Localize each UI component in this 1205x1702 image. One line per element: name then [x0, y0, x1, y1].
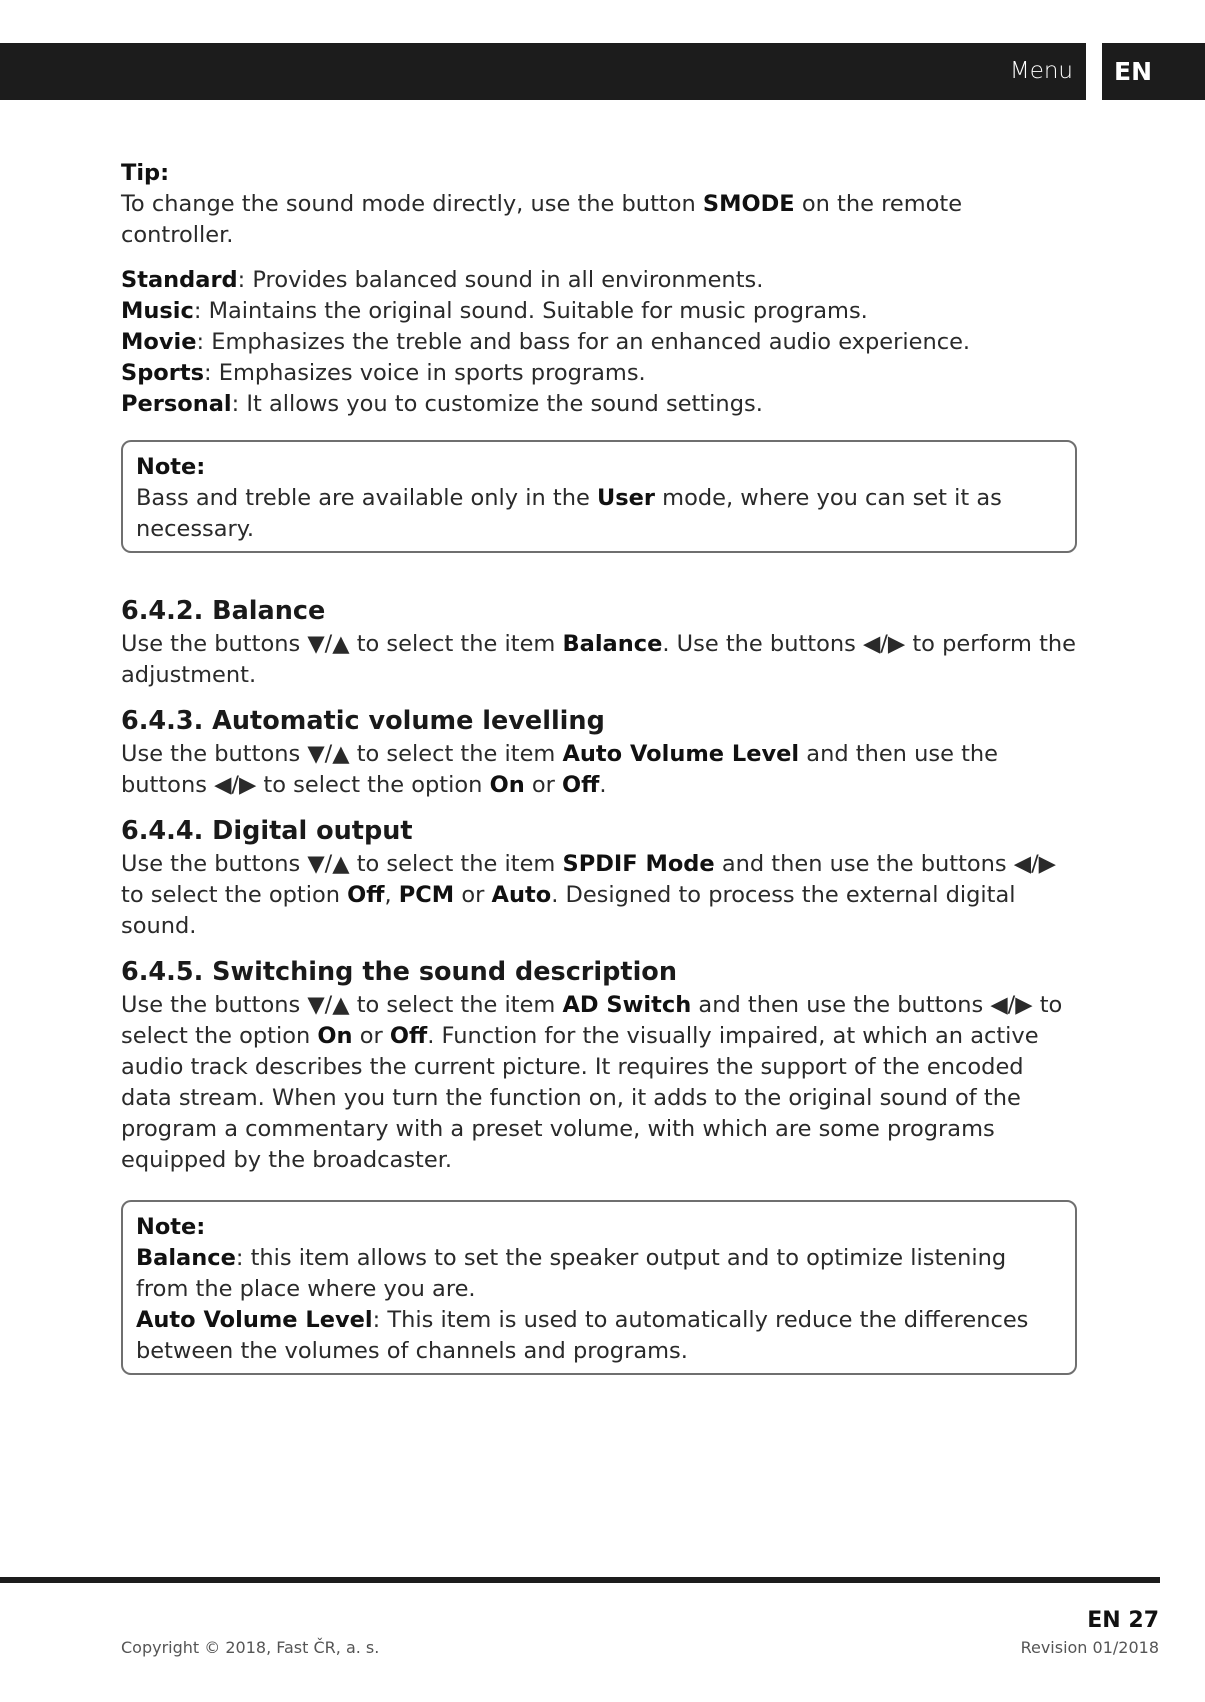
note-text-pre: Bass and treble are available only in the	[136, 485, 597, 511]
text-run: and then use the buttons ◀/▶ to select the option	[121, 851, 1056, 908]
note-box-user-mode	[121, 440, 1077, 553]
text-run: . Use the buttons ◀/▶ to perform the adjustment.	[121, 631, 1076, 688]
tip-text-pre: To change the sound mode directly, use the button	[121, 191, 703, 217]
section-title-auto-volume: 6.4.3. Automatic volume levelling	[121, 706, 605, 736]
header-menu-label: Menu	[1009, 58, 1073, 84]
text-run: ,	[384, 882, 399, 908]
menu-item-name: Auto Volume Level	[562, 741, 800, 767]
mode-term: Movie	[121, 329, 197, 355]
text-run: and then use the buttons ◀/▶ to select the option	[121, 992, 1063, 1049]
text-run: or	[352, 1023, 390, 1049]
copyright-text: Copyright © 2018, Fast ČR, a. s.	[121, 1638, 380, 1657]
mode-sports	[121, 358, 1077, 389]
section-text-digital-output	[121, 849, 1077, 942]
text-run: .	[599, 772, 607, 798]
text-run: . Designed to process the external digital sound.	[121, 882, 1016, 939]
text-run: Use the buttons ▼/▲ to select the item	[121, 851, 563, 877]
note-title: Note:	[136, 454, 206, 480]
note-box-balance-volume	[121, 1200, 1077, 1375]
mode-term: Sports	[121, 360, 205, 386]
mode-term: Personal	[121, 391, 232, 417]
tip-title: Tip:	[121, 160, 170, 186]
mode-term: Music	[121, 298, 194, 324]
mode-desc: : Emphasizes the treble and bass for an enhanced audio experience.	[196, 329, 971, 355]
mode-desc: : Provides balanced sound in all environments.	[237, 267, 764, 293]
note-desc: : This item is used to automatically reduce the differences between the volumes of channels and programs.	[136, 1307, 1029, 1364]
note-title: Note:	[136, 1214, 206, 1240]
text-run: or	[454, 882, 492, 908]
tip-button-name: SMODE	[702, 191, 795, 217]
section-sound-description	[121, 954, 1077, 1176]
mode-term: Standard	[121, 267, 238, 293]
text-run: and then use the buttons ◀/▶ to select the option	[121, 741, 998, 798]
section-auto-volume	[121, 703, 1077, 801]
note-term: Balance	[136, 1245, 236, 1271]
page-number: EN 27	[1087, 1608, 1159, 1633]
section-text-balance	[121, 629, 1077, 691]
section-title-sound-description: 6.4.5. Switching the sound description	[121, 957, 677, 987]
menu-item-name: Balance	[562, 631, 663, 657]
section-text-auto-volume	[121, 739, 1077, 801]
tip-text-post: on the remote controller.	[121, 191, 963, 248]
text-run: . Function for the visually impaired, at which an active audio track describes the current picture. It requires the support of the encoded data stream. When you turn the function on, it adds to the original sound of the program a commentary with a preset volume, with which are some programs equipped by the broadcaster.	[121, 1023, 1039, 1173]
note-desc: : this item allows to set the speaker output and to optimize listening from the place where you are.	[136, 1245, 1007, 1302]
note-term: Auto Volume Level	[136, 1307, 373, 1333]
mode-standard	[121, 265, 1077, 296]
tip-block	[121, 158, 1077, 251]
note-text	[136, 483, 1062, 545]
option-name: On	[317, 1023, 353, 1049]
note-item-auto-volume	[136, 1305, 1062, 1367]
section-title-digital-output: 6.4.4. Digital output	[121, 816, 413, 846]
note-item-balance	[136, 1243, 1062, 1305]
section-text-sound-description	[121, 990, 1077, 1176]
option-name: Off	[562, 772, 600, 798]
language-tab: EN	[1102, 43, 1205, 100]
sound-mode-list	[121, 265, 1077, 420]
header-bar	[0, 43, 1086, 100]
option-name: On	[489, 772, 525, 798]
option-name: Off	[347, 882, 385, 908]
note-text-post: mode, where you can set it as necessary.	[136, 485, 1002, 542]
section-balance	[121, 593, 1077, 691]
page-content	[121, 158, 1077, 1375]
mode-desc: : It allows you to customize the sound settings.	[231, 391, 763, 417]
mode-movie	[121, 327, 1077, 358]
option-name: PCM	[398, 882, 455, 908]
footer-rule	[0, 1577, 1160, 1583]
mode-personal	[121, 389, 1077, 420]
section-title-balance: 6.4.2. Balance	[121, 596, 326, 626]
text-run: Use the buttons ▼/▲ to select the item	[121, 631, 563, 657]
menu-item-name: AD Switch	[562, 992, 692, 1018]
section-digital-output	[121, 813, 1077, 942]
menu-item-name: SPDIF Mode	[562, 851, 715, 877]
option-name: Auto	[491, 882, 552, 908]
mode-music	[121, 296, 1077, 327]
text-run: or	[524, 772, 563, 798]
option-name: Off	[389, 1023, 428, 1049]
revision-text: Revision 01/2018	[1020, 1638, 1159, 1657]
mode-desc: : Emphasizes voice in sports programs.	[204, 360, 646, 386]
tip-text	[121, 189, 1077, 251]
note-mode-name: User	[597, 485, 656, 511]
text-run: Use the buttons ▼/▲ to select the item	[121, 741, 563, 767]
text-run: Use the buttons ▼/▲ to select the item	[121, 992, 563, 1018]
mode-desc: : Maintains the original sound. Suitable for music programs.	[193, 298, 868, 324]
